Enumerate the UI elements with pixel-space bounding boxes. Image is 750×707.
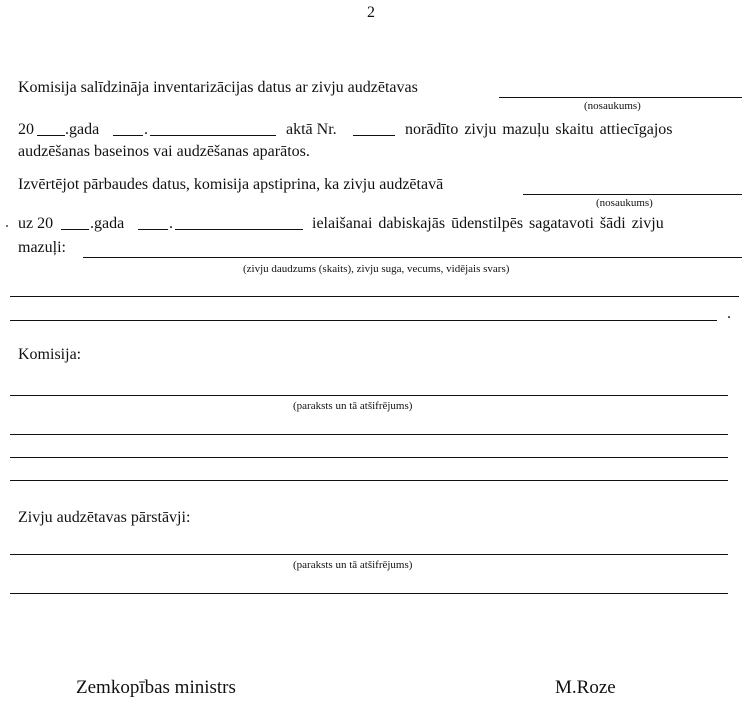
- p2-name-blank-line: [523, 194, 742, 195]
- p1-year-blank-line: [37, 135, 65, 136]
- p2-year-blank-line: [61, 229, 89, 230]
- p2-fish-line-3: [10, 320, 717, 321]
- p2-line1-text: Izvērtējot pārbaudes datus, komisija apstiprina, ka zivju audzētavā: [18, 176, 444, 193]
- p2-mazuli-text: mazuļi:: [18, 239, 66, 256]
- p2-rest-text: ielaišanai dabiskajās ūdenstilpēs sagatavoti šādi zivju: [312, 215, 664, 232]
- p2-name-caption: (nosaukums): [596, 197, 653, 209]
- p1-year-prefix: 20: [18, 121, 34, 138]
- p2-end-dot: .: [727, 305, 731, 322]
- representatives-signature-line-1: [10, 554, 728, 555]
- representatives-label: Zivju audzētavas pārstāvji:: [18, 509, 191, 526]
- representatives-signature-line-2: [10, 593, 728, 594]
- p2-fish-line-2: [10, 296, 739, 297]
- p1-month-blank-line: [150, 135, 276, 136]
- p1-dot-text: .: [144, 121, 148, 138]
- p1-gada-text: .gada: [65, 121, 100, 138]
- p1-name-blank-line: [499, 97, 742, 98]
- p1-line3-text: audzēšanas baseinos vai audzēšanas aparātos.: [18, 143, 310, 160]
- commission-signature-line-2: [10, 434, 728, 435]
- p1-day-blank-line: [113, 135, 143, 136]
- p2-fish-blank-line: [83, 257, 742, 258]
- p2-month-blank-line: [175, 229, 303, 230]
- p2-dot-text: .: [169, 215, 173, 232]
- page-number: 2: [367, 4, 375, 21]
- commission-label: Komisija:: [18, 346, 82, 363]
- p1-line1-text: Komisija salīdzināja inventarizācijas datus ar zivju audzētavas: [18, 79, 418, 96]
- p1-noradito-text: norādīto zivju mazuļu skaitu attiecīgajos: [405, 121, 673, 138]
- p2-fish-caption: (zivju daudzums (skaits), zivju suga, vecums, vidējais svars): [243, 263, 510, 275]
- p1-act-number-blank-line: [353, 135, 395, 136]
- minister-name: M.Roze: [555, 677, 616, 698]
- p2-day-blank-line: [138, 229, 168, 230]
- minister-title: Zemkopības ministrs: [76, 677, 236, 698]
- commission-signature-line-3: [10, 457, 728, 458]
- p2-uz-text: uz 20: [18, 215, 54, 232]
- p2-gada-text: .gada: [90, 215, 125, 232]
- representatives-signature-caption: (paraksts un tā atšifrējums): [293, 559, 413, 571]
- commission-signature-line-4: [10, 480, 728, 481]
- commission-signature-caption: (paraksts un tā atšifrējums): [293, 400, 413, 412]
- commission-signature-line-1: [10, 395, 728, 396]
- p1-name-caption: (nosaukums): [584, 100, 641, 112]
- scan-speck: [6, 225, 8, 227]
- p1-akta-text: aktā Nr.: [286, 121, 337, 138]
